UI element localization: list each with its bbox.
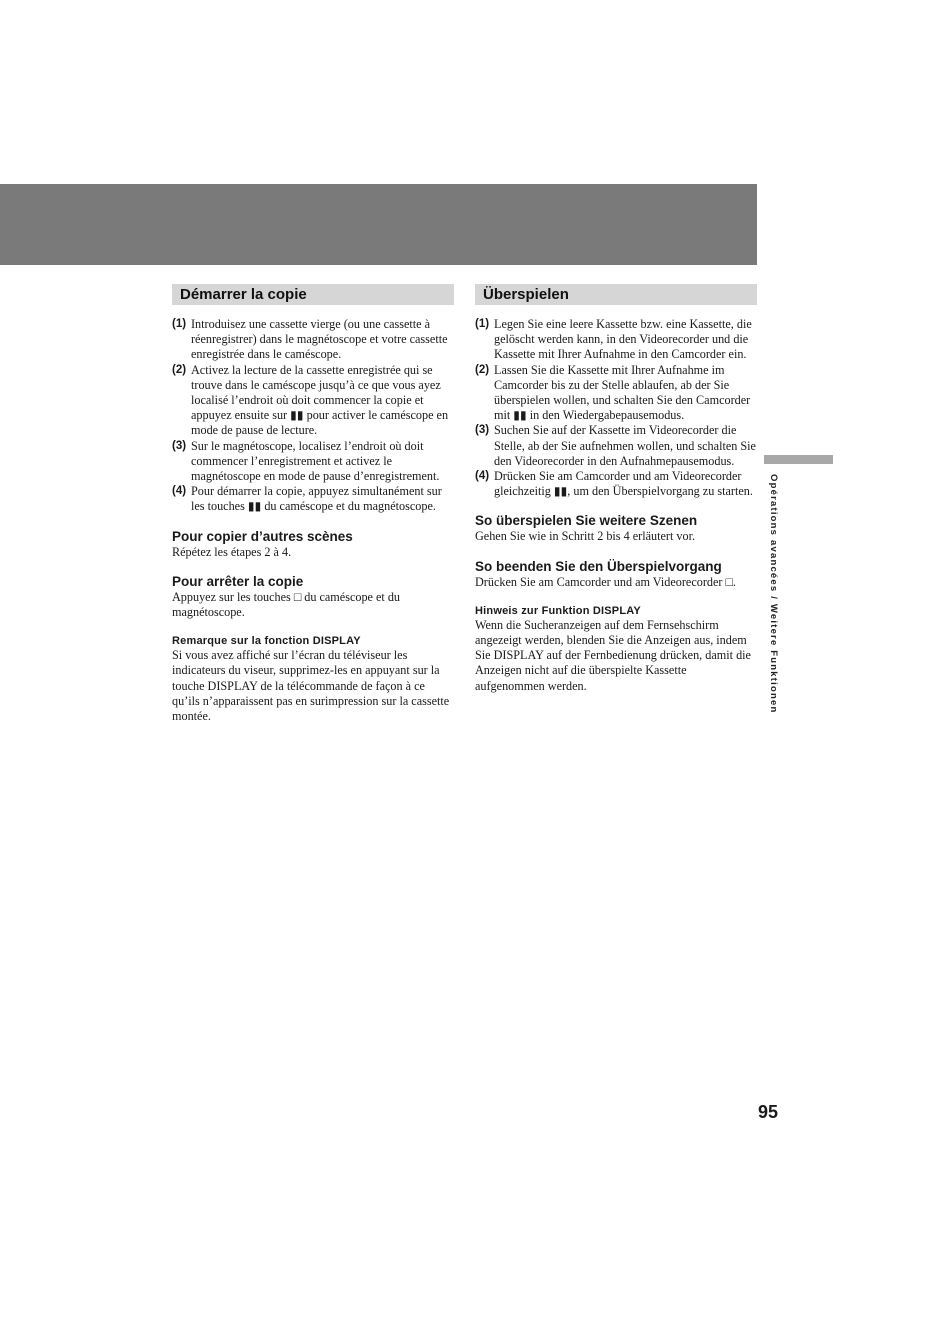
step-number: (4) bbox=[172, 485, 187, 498]
step-number: (2) bbox=[475, 363, 490, 376]
side-section-label: Opérations avancées / Weitere Funktionen bbox=[768, 474, 779, 714]
step-number: (1) bbox=[172, 318, 187, 330]
step-text: Sur le magnétoscope, localisez l’endroit où doit commencer l’enregistrement et activez le magnétoscope en mode de pause d’enregistrement. bbox=[191, 438, 440, 484]
step-number: (2) bbox=[172, 363, 187, 376]
step-number: (3) bbox=[172, 439, 187, 452]
step-item bbox=[172, 317, 454, 363]
header-band bbox=[0, 184, 757, 265]
subheading: So beenden Sie den Überspielvorgang bbox=[475, 558, 722, 574]
paragraph: Drücken Sie am Camcorder und am Videorecorder □. bbox=[475, 574, 736, 589]
step-number: (1) bbox=[475, 318, 490, 330]
step-item bbox=[475, 363, 757, 424]
section-title-fr: Démarrer la copie bbox=[172, 284, 454, 305]
step-item bbox=[172, 363, 454, 439]
step-text: Activez la lecture de la cassette enregistrée qui se trouve dans le caméscope jusqu’à ce que vous ayez localisé l’endroit où doit commencer la copie et appuyez ensuite sur ▮▮ pour activer le caméscope en mode de pause de lecture. bbox=[191, 362, 449, 438]
step-text: Legen Sie eine leere Kassette bzw. eine Kassette, die gelöscht werden kann, in den Videorecorder und die Kassette mit Ihrer Aufnahme in den Camcorder ein. bbox=[494, 317, 752, 362]
step-item bbox=[172, 484, 454, 514]
step-text: Drücken Sie am Camcorder und am Videorecorder gleichzeitig ▮▮, um den Überspielvorgang zu starten. bbox=[494, 469, 753, 499]
note-text: Wenn die Sucheranzeigen auf dem Fernsehschirm angezeigt werden, blenden Sie die Anzeigen aus, indem Sie DISPLAY auf der Fernbedienung drücken, damit die Anzeigen nicht auf die überspielte Kassette aufgenommen werden. bbox=[475, 617, 751, 693]
step-item bbox=[172, 439, 454, 485]
german-column bbox=[475, 284, 757, 694]
subheading: Pour copier d’autres scènes bbox=[172, 528, 353, 544]
page-number: 95 bbox=[758, 1102, 779, 1122]
step-item bbox=[475, 423, 757, 469]
note-heading: Remarque sur la fonction DISPLAY bbox=[172, 635, 361, 648]
paragraph: Appuyez sur les touches □ du caméscope et du magnétoscope. bbox=[172, 589, 401, 620]
note-text: Si vous avez affiché sur l’écran du téléviseur les indicateurs du viseur, supprimez-les en appuyant sur la touche DISPLAY de la télécommande de façon à ce qu’ils n’apparaissent pas en surimpression sur la cassette montée. bbox=[172, 648, 450, 724]
step-item bbox=[475, 469, 757, 499]
step-text: Introduisez une cassette vierge (ou une cassette à réenregistrer) dans le magnétoscope et votre cassette enregistrée dans le caméscope. bbox=[191, 317, 448, 362]
paragraph: Gehen Sie wie in Schritt 2 bis 4 erläutert vor. bbox=[475, 529, 696, 544]
subheading: So überspielen Sie weitere Szenen bbox=[475, 513, 698, 529]
step-text: Lassen Sie die Kassette mit Ihrer Aufnahme im Camcorder bis zu der Stelle ablaufen, ab der Sie überspielen wollen, und schalten Sie den Camcorder mit ▮▮ in den Wiedergabepausemodus. bbox=[494, 362, 751, 423]
paragraph: Répétez les étapes 2 à 4. bbox=[172, 544, 292, 559]
subheading: Pour arrêter la copie bbox=[172, 573, 304, 589]
step-number: (4) bbox=[475, 470, 490, 483]
step-text: Suchen Sie auf der Kassette im Videorecorder die Stelle, ab der Sie aufnehmen wollen, und schalten Sie den Videorecorder in den Aufnahmepausemodus. bbox=[494, 423, 756, 468]
section-title-de: Überspielen bbox=[475, 284, 757, 305]
side-tab-marker bbox=[764, 455, 833, 464]
step-number: (3) bbox=[475, 424, 490, 437]
french-column bbox=[172, 284, 454, 724]
note-heading: Hinweis zur Funktion DISPLAY bbox=[475, 604, 641, 617]
step-item bbox=[475, 317, 757, 363]
step-text: Pour démarrer la copie, appuyez simultanément sur les touches ▮▮ du caméscope et du magnétoscope. bbox=[191, 484, 442, 514]
